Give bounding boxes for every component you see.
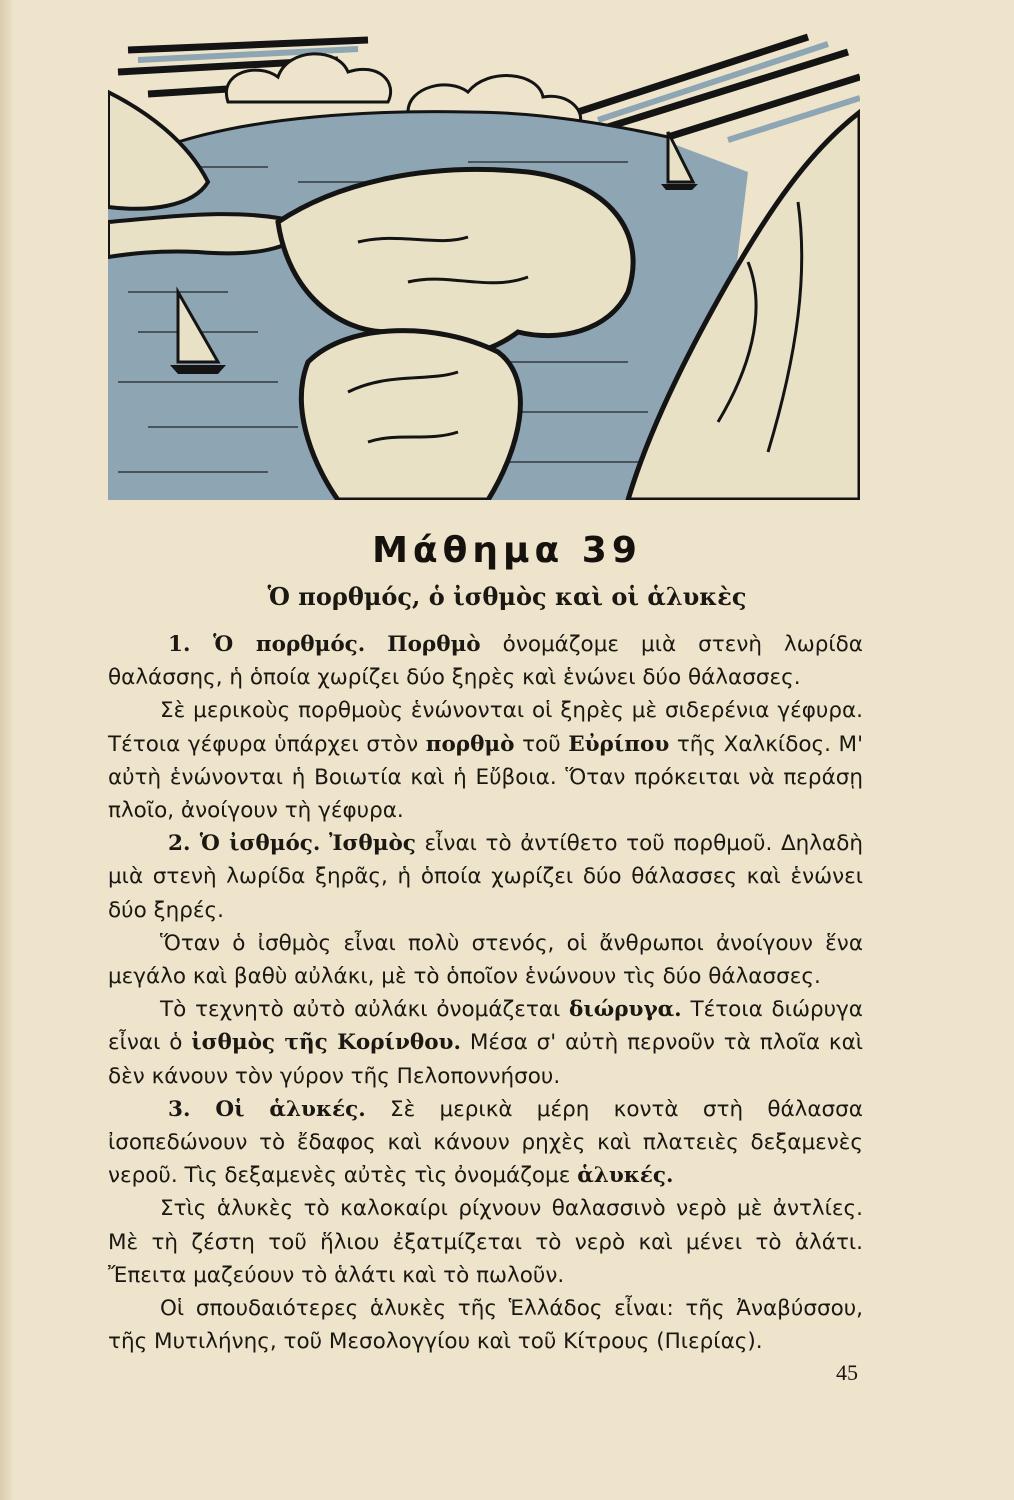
paragraph-text: Σὲ μερικὰ μέρη κοντὰ στὴ θάλασσα ἰσοπεδώνουν τὸ ἔδαφος καὶ κάνουν ρηχὲς καὶ πλατειὲς δεξαμενὲς νεροῦ. Τὶς δεξαμενὲς αὐτὲς τὶς ὀνομάζομε <box>108 1096 863 1189</box>
paragraph-text: Μέσα σ' αὐτὴ περνοῦν τὰ πλοῖα καὶ δὲν κάνουν τὸν γύρον τῆς Πελοποννήσου. <box>108 1030 864 1089</box>
paragraph-isthmus-corinth <box>108 993 863 1093</box>
paragraph-text: εἶναι τὸ ἀντίθετο τοῦ πορθμοῦ. Δηλαδὴ μιὰ στενὴ λωρίδα ξηρᾶς, ἡ ὁποία χωρίζει δύο θάλασσες καὶ ἑνώνει δύο ξηρές. <box>108 831 863 923</box>
lesson-subtitle: Ὁ πορθμός, ὁ ἰσθμὸς καὶ οἱ ἁλυκὲς <box>267 582 747 611</box>
term-corinth: ἰσθμὸς τῆς Κορίνθου. <box>191 1030 461 1056</box>
section-heading-saltpans: 3. Οἱ ἁλυκές. <box>168 1096 366 1122</box>
paragraph-text: τῆς Χαλκίδος. Μ' αὐτὴ ἑνώνονται ἡ Βοιωτία καὶ ἡ Εὔβοια. Ὅταν πρόκειται νὰ περάσῃ πλοῖο, ἀνοίγουν τὴ γέφυρα. <box>108 731 863 824</box>
term-canal: διώρυγα. <box>569 997 682 1023</box>
section-heading-strait: 1. Ὁ πορθμός. <box>168 632 366 657</box>
term-strait: Πορθμὸ <box>387 632 481 657</box>
paragraph-text: Ὅταν ὁ ἰσθμὸς εἶναι πολὺ στενός, οἱ ἄνθρωποι ἀνοίγουν ἕνα μεγάλο καὶ βαθὺ αὐλάκι, μὲ τὸ ὁποῖον ἑνώνουν τὶς δύο θάλασσες. <box>108 930 863 990</box>
page-edge <box>0 0 14 1500</box>
paragraph-strait-definition <box>108 628 863 694</box>
paragraph-saltpans-process <box>108 1192 863 1292</box>
paragraph-saltpans-list <box>108 1292 863 1358</box>
paragraph-text: τοῦ <box>522 731 561 757</box>
term-isthmus: Ἰσθμὸς <box>329 831 416 857</box>
page-number: 45 <box>836 1360 858 1385</box>
rock-foreground <box>301 331 520 500</box>
illustration-svg <box>108 32 860 500</box>
lesson-title: Μάθημα 39 <box>372 530 642 571</box>
paragraph-text: ὀνομάζομε μιὰ στενὴ λωρίδα θαλάσσης, ἡ ὁποία χωρίζει δύο ξηρὲς καὶ ἑνώνει δύο θάλασσες. <box>108 632 863 691</box>
paragraph-text: Στὶς ἁλυκὲς τὸ καλοκαίρι ρίχνουν θαλασσινὸ νερὸ μὲ ἀντλίες. Μὲ τὴ ζέστη τοῦ ἥλιου ἐξατμίζεται τὸ νερὸ καὶ μένει τὸ ἁλάτι. Ἔπειτα μαζεύουν τὸ ἁλάτι καὶ τὸ πωλοῦν. <box>108 1196 863 1288</box>
section-heading-isthmus: 2. Ὁ ἰσθμός. <box>168 831 321 857</box>
rock-left-mid <box>108 214 299 257</box>
lesson-body <box>108 628 863 1358</box>
paragraph-isthmus-definition <box>108 827 863 927</box>
term-euripus: Εὐρίπου <box>568 731 670 757</box>
term-strait-inline: πορθμὸ <box>425 731 515 757</box>
term-saltpans: ἁλυκές. <box>577 1163 674 1189</box>
paragraph-strait-bridge <box>108 694 863 827</box>
paragraph-text: Οἱ σπουδαιότερες ἁλυκὲς τῆς Ἑλλάδος εἶναι: τῆς Ἀναβύσσου, τῆς Μυτιλήνης, τοῦ Μεσολογγίου καὶ τοῦ Κίτρους (Πιερίας). <box>108 1296 863 1355</box>
paragraph-isthmus-canal <box>108 927 863 993</box>
paragraph-saltpans-definition <box>108 1093 863 1193</box>
strait-coastline-illustration <box>108 32 860 500</box>
paragraph-text: Τὸ τεχνητὸ αὐτὸ αὐλάκι ὀνομάζεται <box>160 997 561 1023</box>
paragraph-text: Τέτοια διώρυγα εἶναι ὁ <box>108 997 863 1056</box>
paragraph-text: Σὲ μερικοὺς πορθμοὺς ἑνώνονται οἱ ξηρὲς μὲ σιδερένια γέφυρα. Τέτοια γέφυρα ὑπάρχει στὸν <box>108 698 863 757</box>
